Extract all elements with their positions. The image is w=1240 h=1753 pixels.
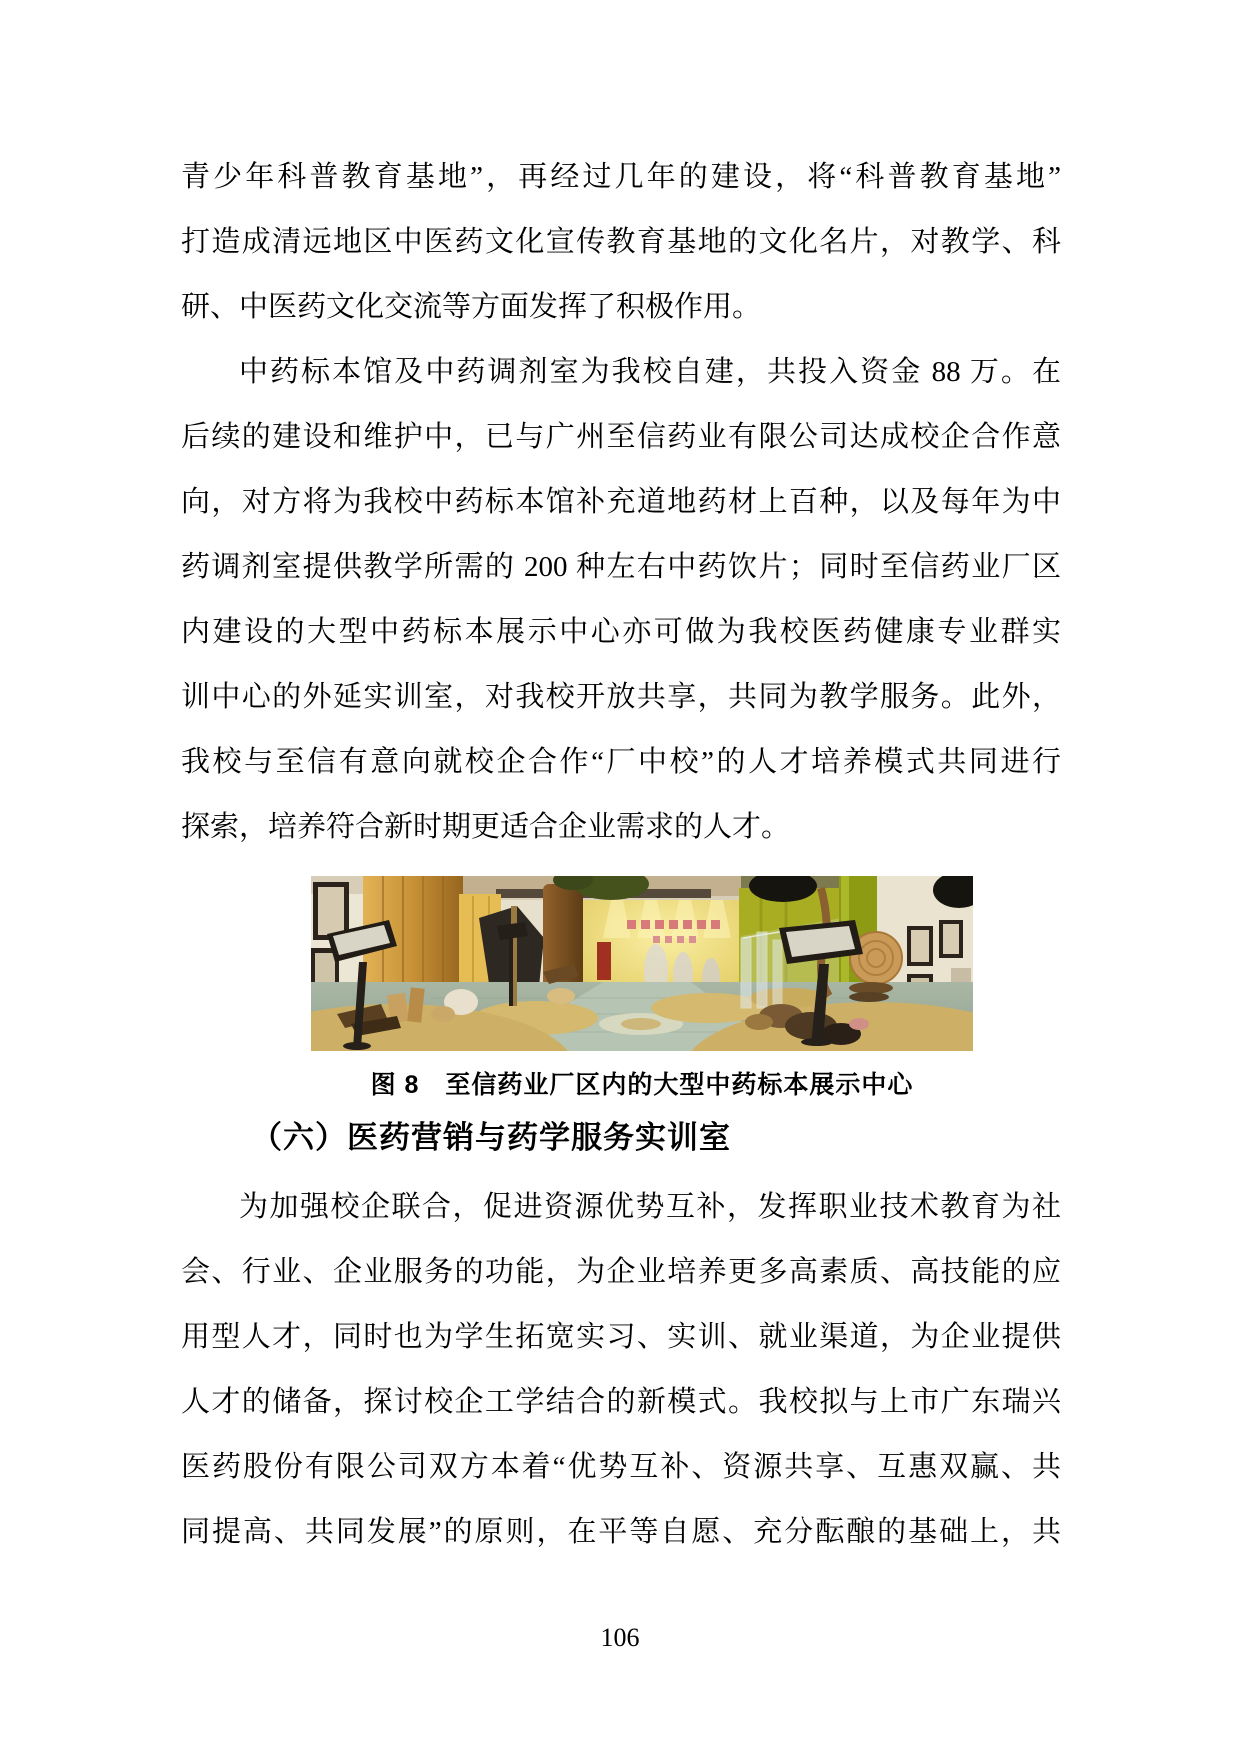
body-line: 后续的建设和维护中，已与广州至信药业有限公司达成校企合作意 (181, 421, 1061, 453)
body-line: 用型人才，同时也为学生拓宽实习、实训、就业渠道，为企业提供 (181, 1321, 1061, 1353)
body-line: 中药标本馆及中药调剂室为我校自建，共投入资金 88 万。在 (239, 356, 1061, 388)
body-line: 内建设的大型中药标本展示中心亦可做为我校医药健康专业群实 (181, 616, 1061, 648)
body-line: 打造成清远地区中医药文化宣传教育基地的文化名片，对教学、科 (181, 226, 1061, 258)
body-line: 药调剂室提供教学所需的 200 种左右中药饮片；同时至信药业厂区 (181, 551, 1061, 583)
figure-photo (311, 876, 973, 1051)
body-line: 人才的储备，探讨校企工学结合的新模式。我校拟与上市广东瑞兴 (181, 1386, 1061, 1418)
body-line: 探索，培养符合新时期更适合企业需求的人才。 (181, 811, 791, 843)
body-line: 训中心的外延实训室，对我校开放共享，共同为教学服务。此外， (181, 681, 1061, 713)
body-line: 我校与至信有意向就校企合作“厂中校”的人才培养模式共同进行 (181, 746, 1061, 778)
body-line: 同提高、共同发展”的原则，在平等自愿、充分酝酿的基础上，共 (181, 1516, 1061, 1548)
body-line: 研、中医药文化交流等方面发挥了积极作用。 (181, 291, 762, 323)
section-heading: （六）医药营销与药学服务实训室 (251, 1120, 731, 1155)
body-line: 为加强校企联合，促进资源优势互补，发挥职业技术教育为社 (239, 1191, 1061, 1223)
paragraph-2 (181, 340, 1061, 860)
body-line: 向，对方将为我校中药标本馆补充道地药材上百种，以及每年为中 (181, 486, 1061, 518)
body-line: 会、行业、企业服务的功能，为企业培养更多高素质、高技能的应 (181, 1256, 1061, 1288)
paragraph-3 (181, 1175, 1061, 1565)
paragraph-1 (181, 145, 1061, 340)
body-line: 青少年科普教育基地”，再经过几年的建设，将“科普教育基地” (181, 161, 1061, 193)
body-line: 医药股份有限公司双方本着“优势互补、资源共享、互惠双赢、共 (181, 1451, 1061, 1483)
figure-caption: 图 8 至信药业厂区内的大型中药标本展示中心 (370, 1071, 914, 1099)
page-number: 106 (600, 1623, 640, 1652)
